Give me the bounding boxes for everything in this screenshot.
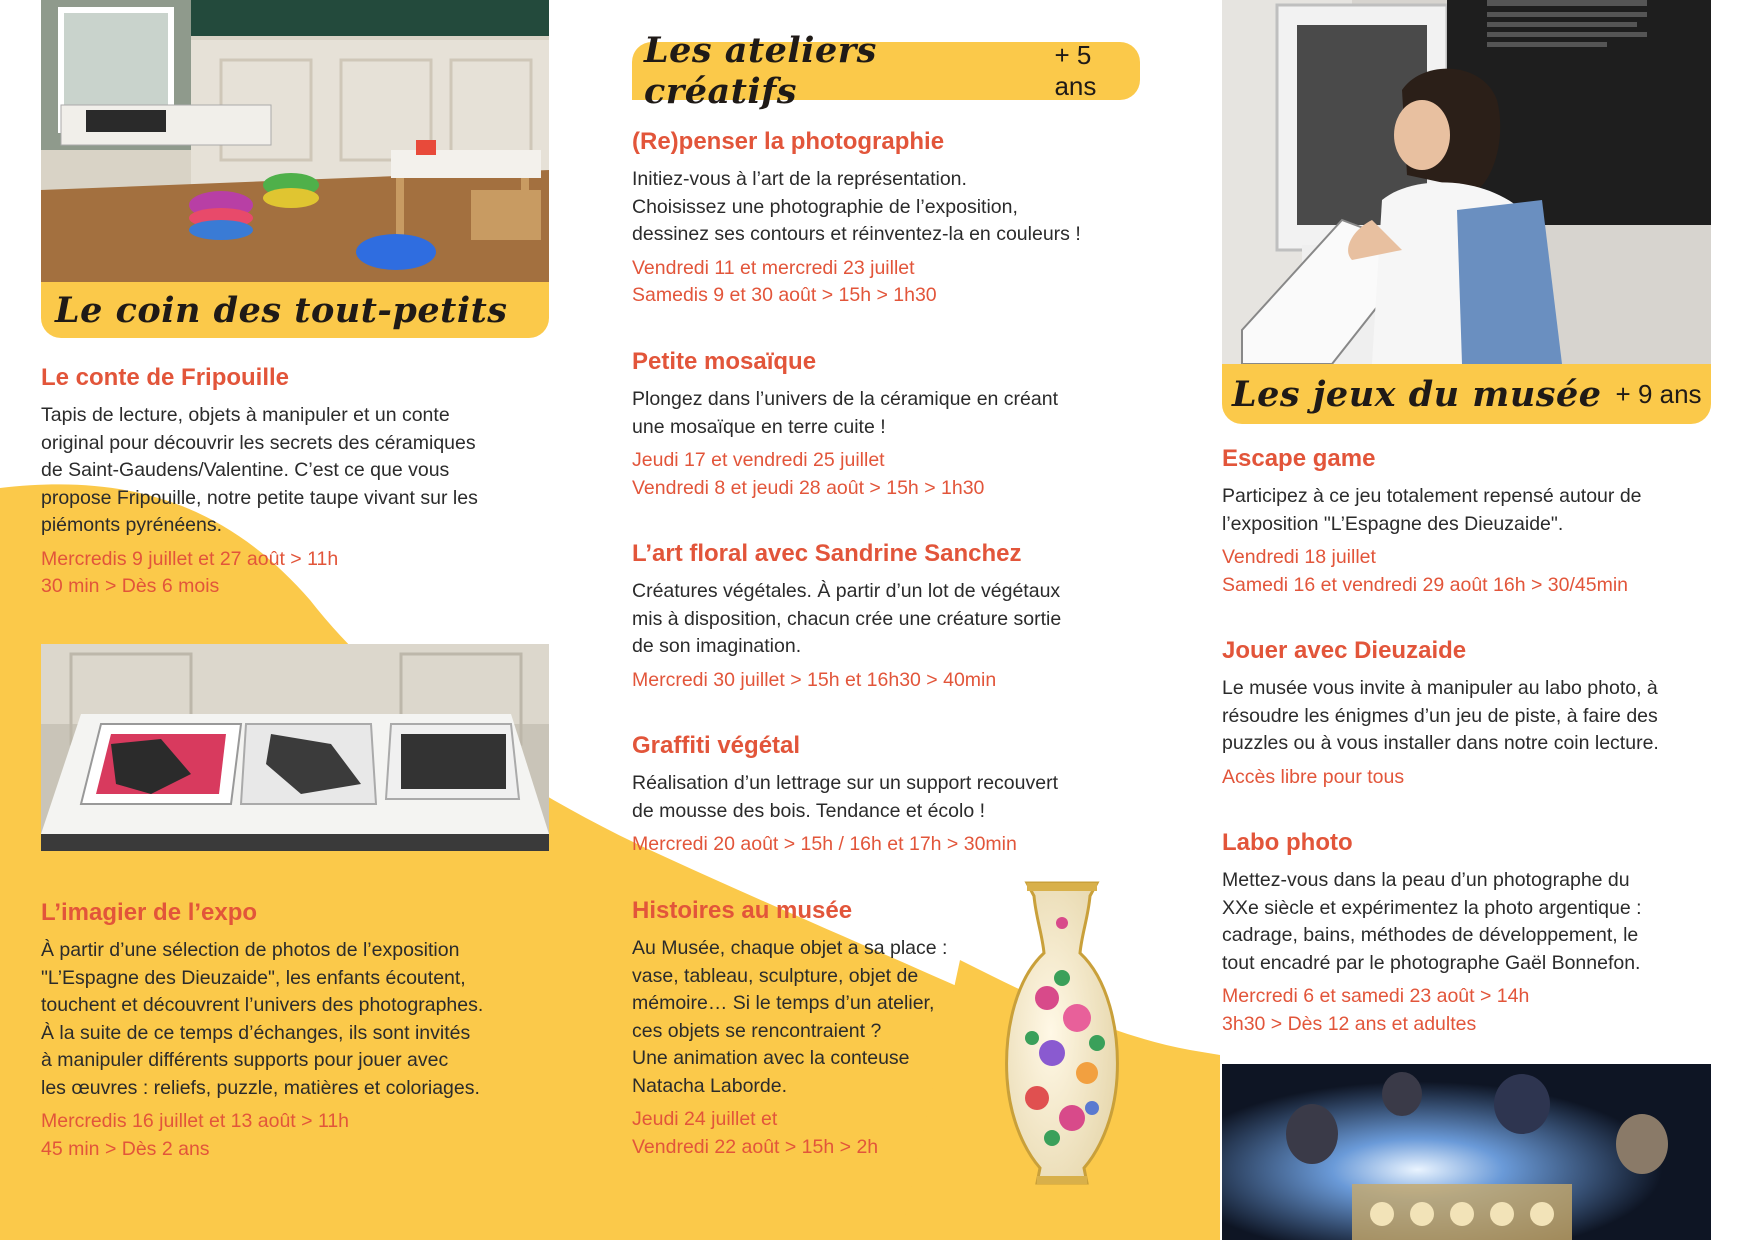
section-title: Escape game [1222, 445, 1376, 472]
section-schedule: Jeudi 17 et vendredi 25 juillet Vendredi 8 et jeudi 28 août > 15h > 1h30 [632, 449, 985, 499]
section-title: Le conte de Fripouille [41, 364, 290, 391]
section-schedule: Mercredis 16 juillet et 13 août > 11h 45 min > Dès 2 ans [41, 1110, 350, 1160]
vase-image [992, 878, 1132, 1198]
section-title: Graffiti végétal [632, 732, 801, 759]
banner-age: + 5 ans [1054, 40, 1097, 101]
section-text: À partir d’une sélection de photos de l’exposition "L’Espagne des Dieuzaide", les enfants écoutent, touchent et découvrent l’univers des photographes. À la suite de ce temps d’échanges, ils sont invités à manipuler différents supports pour jouer avec les œuvres : reliefs, puzzle, matières et coloriages. [41, 939, 484, 1099]
section-text: Au Musée, chaque objet a sa place : vase, tableau, sculpture, objet de mémoire… Si le temps d’un atelier, ces objets se rencontraient ? Une animation avec la conteuse Natacha Laborde. [632, 937, 948, 1097]
section-schedule: Mercredi 6 et samedi 23 août > 14h 3h30 > Dès 12 ans et adultes [1222, 985, 1530, 1035]
section-schedule: Vendredi 11 et mercredi 23 juillet Samedis 9 et 30 août > 15h > 1h30 [632, 256, 937, 306]
banner-jeux-musee [1222, 364, 1711, 424]
section-title: Histoires au musée [632, 897, 853, 924]
section-schedule: Mercredi 20 août > 15h / 16h et 17h > 30min [632, 833, 1017, 855]
section-histoires-musee [632, 897, 992, 1161]
banner-ateliers-creatifs [632, 30, 1140, 112]
banner-title: Les ateliers créatifs [644, 30, 877, 112]
section-text: Réalisation d’un lettrage sur un support recouvert de mousse des bois. Tendance et écolo ! [632, 772, 1058, 822]
section-imagier-expo [41, 899, 561, 1163]
section-text: Initiez-vous à l’art de la représentation. Choisissez une photographie de l’exposition, dessinez ses contours et réinventez-la en couleurs ! [632, 168, 1081, 245]
section-schedule: Mercredi 30 juillet > 15h et 16h30 > 40min [632, 668, 997, 691]
section-title: Jouer avec Dieuzaide [1222, 637, 1467, 664]
section-repenser-photo [632, 128, 1152, 310]
section-petite-mosaique [632, 348, 1152, 502]
section-graffiti-vegetal [632, 732, 1152, 859]
banner-title: Le coin des tout-petits [55, 289, 508, 331]
section-title: Labo photo [1222, 829, 1353, 856]
section-title: L’imagier de l’expo [41, 899, 258, 926]
photo-imagier-table [41, 644, 549, 851]
section-schedule: Vendredi 18 juillet Samedi 16 et vendredi 29 août 16h > 30/45min [1222, 546, 1628, 596]
photo-girl-drawing [1222, 0, 1711, 364]
banner-title: Les jeux du musée [1232, 373, 1602, 415]
section-art-floral [632, 540, 1152, 694]
section-text: Tapis de lecture, objets à manipuler et un conte original pour découvrir les secrets des céramiques de Saint-Gaudens/Valentine. C’est ce que vous propose Fripouille, notre petite taupe vivant sur les piémonts pyrénéens. [41, 404, 478, 536]
photo-kids-corner [41, 0, 549, 282]
section-schedule: Jeudi 24 juillet et Vendredi 22 août > 15h > 2h [632, 1108, 879, 1158]
section-text: Plongez dans l’univers de la céramique en créant une mosaïque en terre cuite ! [632, 388, 1059, 438]
section-conte-fripouille [41, 364, 561, 601]
section-jouer-dieuzaide [1222, 637, 1742, 791]
section-schedule: Accès libre pour tous [1222, 765, 1405, 788]
banner-age: + 9 ans [1615, 378, 1702, 409]
section-schedule: Mercredis 9 juillet et 27 août > 11h 30 min > Dès 6 mois [41, 547, 339, 597]
section-text: Participez à ce jeu totalement repensé autour de l’exposition "L’Espagne des Dieuzaide". [1222, 485, 1642, 535]
banner-tout-petits [41, 282, 549, 338]
section-title: L’art floral avec Sandrine Sanchez [632, 540, 1022, 567]
section-escape-game [1222, 445, 1742, 599]
section-text: Créatures végétales. À partir d’un lot de végétaux mis à disposition, chacun crée une créature sortie de son imagination. [632, 580, 1062, 657]
section-text: Mettez-vous dans la peau d’un photographe du XXe siècle et expérimentez la photo argentique : cadrage, bains, méthodes de développement, le tout encadré par le photographe Gaël Bonnefon. [1222, 869, 1642, 974]
section-text: Le musée vous invite à manipuler au labo photo, à résoudre les énigmes d’un jeu de piste, à faire des puzzles ou à vous installer dans notre coin lecture. [1222, 677, 1659, 754]
photo-labo-darkroom [1222, 1064, 1711, 1240]
section-title: (Re)penser la photographie [632, 128, 945, 155]
section-title: Petite mosaïque [632, 348, 817, 375]
section-labo-photo [1222, 829, 1742, 1038]
